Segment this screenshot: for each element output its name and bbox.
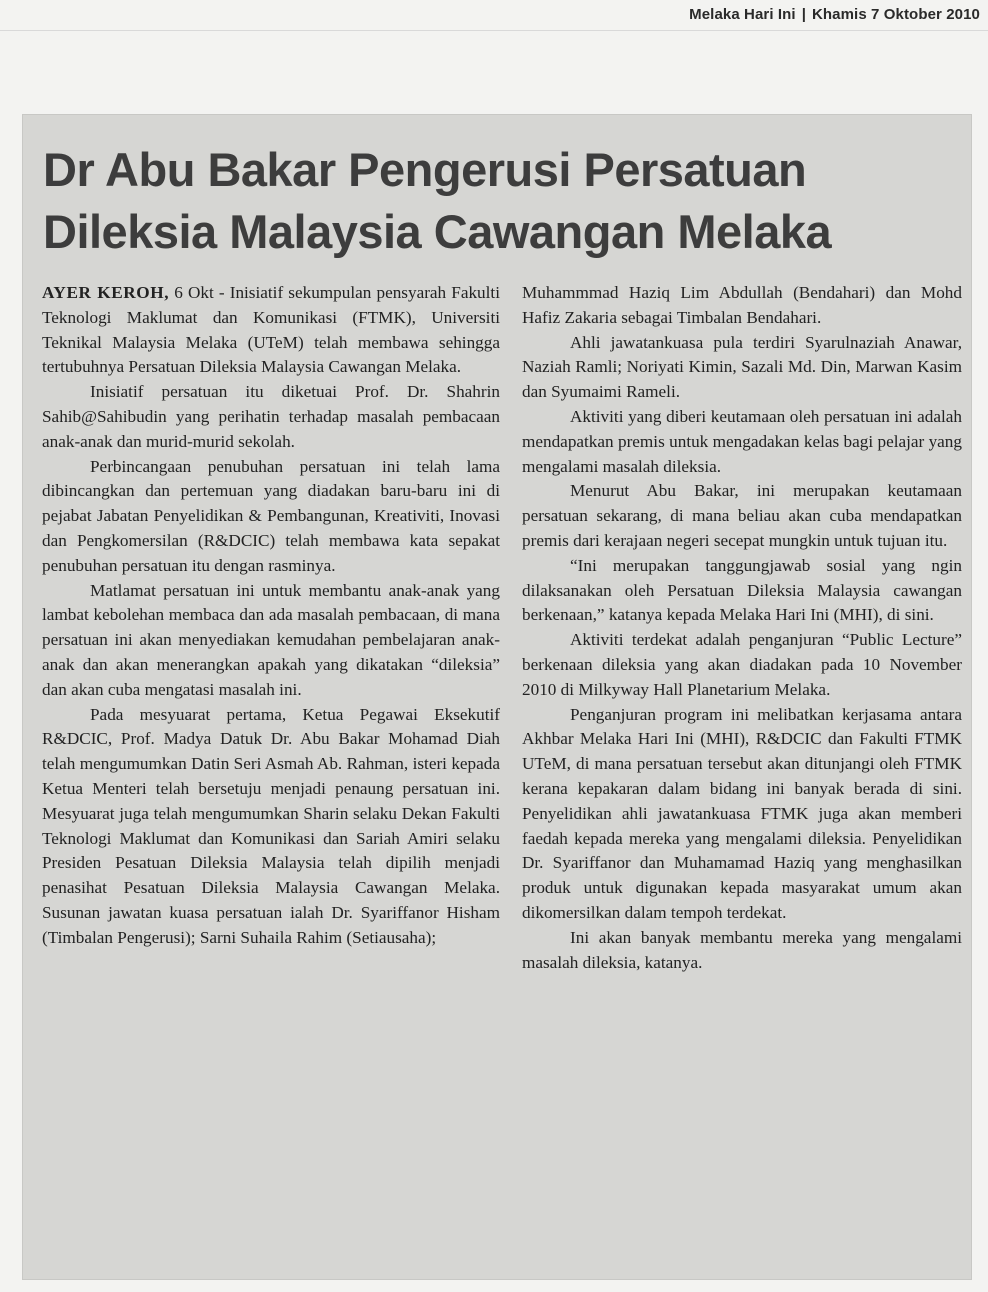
paragraph: Aktiviti yang diberi keutamaan oleh persatuan ini adalah mendapatkan premis untuk mengadakan kelas bagi pelajar yang mengalami masalah dileksia. [522, 406, 962, 476]
paragraph: Ahli jawatankuasa pula terdiri Syarulnaziah Anawar, Naziah Ramli; Noriyati Kimin, Sazali Md. Din, Marwan Kasim dan Syumaimi Rameli. [522, 332, 962, 402]
paragraph: Pada mesyuarat pertama, Ketua Pegawai Eksekutif R&DCIC, Prof. Madya Datuk Dr. Abu Bakar Mohamad Diah telah mengumumkan Datin Seri Asmah Ab. Rahman, isteri kepada Ketua Menteri telah bersetuju menjadi penaung persatuan ini. Mesyuarat juga telah mengumumkan Sharin selaku Dekan Fakulti Teknologi Maklumat dan Komunikasi dan Sariah Amiri selaku Presiden Pesatuan Dileksia Malaysia telah dipilih menjadi penasihat Pesatuan Dileksia Malaysia Cawangan Melaka. Susunan jawatan kuasa persatuan ialah Dr. Syariffanor Hisham (Timbalan Pengerusi); Sarni Suhaila Rahim (Setiausaha); [42, 704, 500, 947]
publication-date: Khamis 7 Oktober 2010 [811, 6, 980, 23]
paragraph: Perbincangaan penubuhan persatuan ini telah lama dibincangkan dan pertemuan yang diadakan baru-baru ini di pejabat Jabatan Penyelidikan & Pembangunan, Kreativiti, Inovasi dan Pengkomersilan (R&DCIC) telah membawa kata sepakat penubuhan persatuan itu dengan rasminya. [42, 456, 500, 575]
headline-line-1: Dr Abu Bakar Pengerusi Persatuan [43, 143, 807, 196]
paragraph: Penganjuran program ini melibatkan kerjasama antara Akhbar Melaka Hari Ini (MHI), R&DCIC dan Fakulti FTMK UTeM, di mana persatuan tersebut akan ditunjangi oleh FTMK kerana kepakaran dalam bidang ini banyak berada di sini. Penyelidikan ahli jawatankuasa FTMK juga akan memberi faedah kepada mereka yang mengalami dileksia. Penyelidikan Dr. Syariffanor dan Muhamamad Haziq yang menghasilkan produk untuk digunakan kepada masyarakat umum akan dikomersilkan dalam tempoh terdekat. [522, 704, 962, 922]
left-column [42, 281, 500, 951]
masthead-separator: | [801, 6, 806, 23]
paragraph: Matlamat persatuan ini untuk membantu anak-anak yang lambat kebolehan membaca dan ada masalah pembacaan, di mana persatuan ini akan menyediakan kemudahan pembelajaran anak-anak dan akan menerangkan apakah yang dikatakan “dileksia” dan akan cuba mengatasi masalah ini. [42, 580, 500, 699]
right-column [522, 281, 962, 975]
article-box [22, 114, 972, 1280]
paragraph-lead [42, 281, 500, 380]
paragraph: “Ini merupakan tanggungjawab sosial yang ngin dilaksanakan oleh Persatuan Dileksia Malaysia cawangan berkenaan,” katanya kepada Melaka Hari Ini (MHI), di sini. [522, 555, 962, 625]
masthead [689, 6, 980, 23]
paragraph-continued: Muhammmad Haziq Lim Abdullah (Bendahari) dan Mohd Hafiz Zakaria sebagai Timbalan Bendahari. [522, 283, 962, 327]
paragraph: Ini akan banyak membantu mereka yang mengalami masalah dileksia, katanya. [522, 927, 962, 972]
publication-name: Melaka Hari Ini [689, 6, 796, 23]
paragraph: Aktiviti terdekat adalah penganjuran “Public Lecture” berkenaan dileksia yang akan diadakan pada 10 November 2010 di Milkyway Hall Planetarium Melaka. [522, 630, 962, 699]
paragraph: Menurut Abu Bakar, ini merupakan keutamaan persatuan sekarang, di mana beliau akan cuba mendapatkan premis dari kerajaan negeri secepat mungkin untuk tujuan itu. [522, 481, 962, 550]
headline-line-2: Dileksia Malaysia Cawangan Melaka [43, 205, 832, 258]
paragraph: Inisiatif persatuan itu diketuai Prof. Dr. Shahrin Sahib@Sahibudin yang perihatin terhadap masalah pembacaan anak-anak dan murid-murid sekolah. [42, 382, 500, 451]
lead-text: 6 Okt - Inisiatif sekumpulan pensyarah Fakulti Teknologi Maklumat dan Komunikasi (FTMK), Universiti Teknikal Malaysia Melaka (UTeM) telah membawa sehingga tertubuhnya Persatuan Dileksia Malaysia Cawangan Melaka. [42, 283, 500, 377]
headline [43, 139, 963, 263]
top-rule [0, 30, 988, 31]
dateline: AYER KEROH, [42, 283, 170, 302]
